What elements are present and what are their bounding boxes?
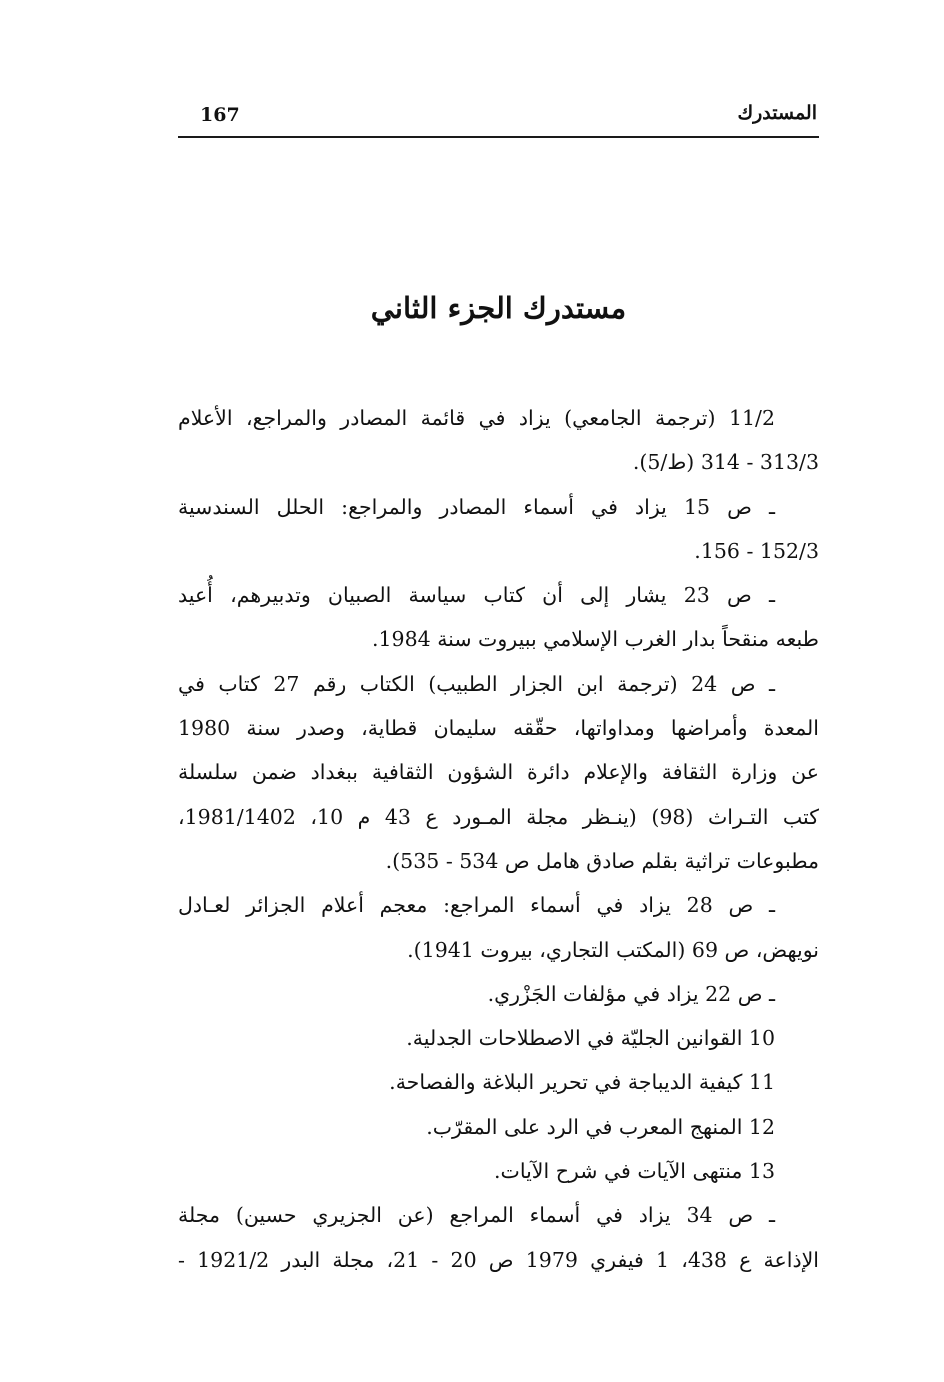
text-line: ـ ص 23 يشار إلى أن كتاب سياسة الصبيان وتدبيرهم، أُعيد — [178, 583, 775, 608]
page-number: 167 — [200, 104, 240, 126]
running-header — [178, 100, 819, 138]
text-line: 152/3 - 156. — [694, 538, 819, 563]
text-line: ـ ص 34 يزاد في أسماء المراجع (عن الجزيري حسين) مجلة — [178, 1203, 775, 1228]
text-line: 11/2 (ترجمة الجامعي) يزاد في قائمة المصادر والمراجع، الأعلام — [178, 406, 775, 430]
text-line: ـ ص 28 يزاد في أسماء المراجع: معجم أعلام الجزائر لعـادل — [178, 893, 775, 918]
text-line: 13 منتهى الآيات في شرح الآيات. — [494, 1159, 775, 1184]
text-line: المعدة وأمراضها ومداواتها، حقّقه سليمان قطاية، وصدر سنة 1980 — [178, 716, 819, 741]
body-text — [178, 396, 819, 1282]
text-line: طبعه منقحاً بدار الغرب الإسلامي ببيروت سنة 1984. — [371, 627, 819, 652]
chapter-title: مستدرك الجزء الثاني — [370, 291, 627, 325]
text-line: 313/3 - 314 (ط/5). — [632, 450, 819, 475]
text-line: 12 المنهج المعرب في الرد على المقرّب. — [426, 1114, 775, 1139]
text-line: كتب التـراث (98) (ينـظر مجلة المـورد ع 43 م 10، 1981/1402، — [178, 804, 819, 829]
text-line: مطبوعات تراثية بقلم صادق هامل ص 534 - 535). — [385, 848, 819, 873]
text-line: ـ ص 24 (ترجمة ابن الجزار الطبيب) الكتاب رقم 27 كتاب في — [178, 671, 775, 696]
text-line: ـ ص 15 يزاد في أسماء المصادر والمراجع: الحلل السندسية — [178, 494, 775, 519]
running-title: المستدرك — [737, 102, 817, 124]
text-line: الإذاعة ع 438، 1 فيفري 1979 ص 20 - 21، مجلة البدر 1921/2 - — [178, 1247, 819, 1272]
text-line: عن وزارة الثقافة والإعلام دائرة الشؤون الثقافية ببغداد ضمن سلسلة — [178, 760, 819, 785]
text-line: 11 كيفية الديباجة في تحرير البلاغة والفصاحة. — [389, 1070, 775, 1095]
text-line: نويهض، ص 69 (المكتب التجاري، بيروت 1941). — [407, 937, 819, 962]
text-line: ـ ص 22 يزاد في مؤلفات الجَزْري. — [487, 981, 775, 1006]
text-line: 10 القوانين الجليّة في الاصطلاحات الجدلية. — [406, 1026, 775, 1051]
